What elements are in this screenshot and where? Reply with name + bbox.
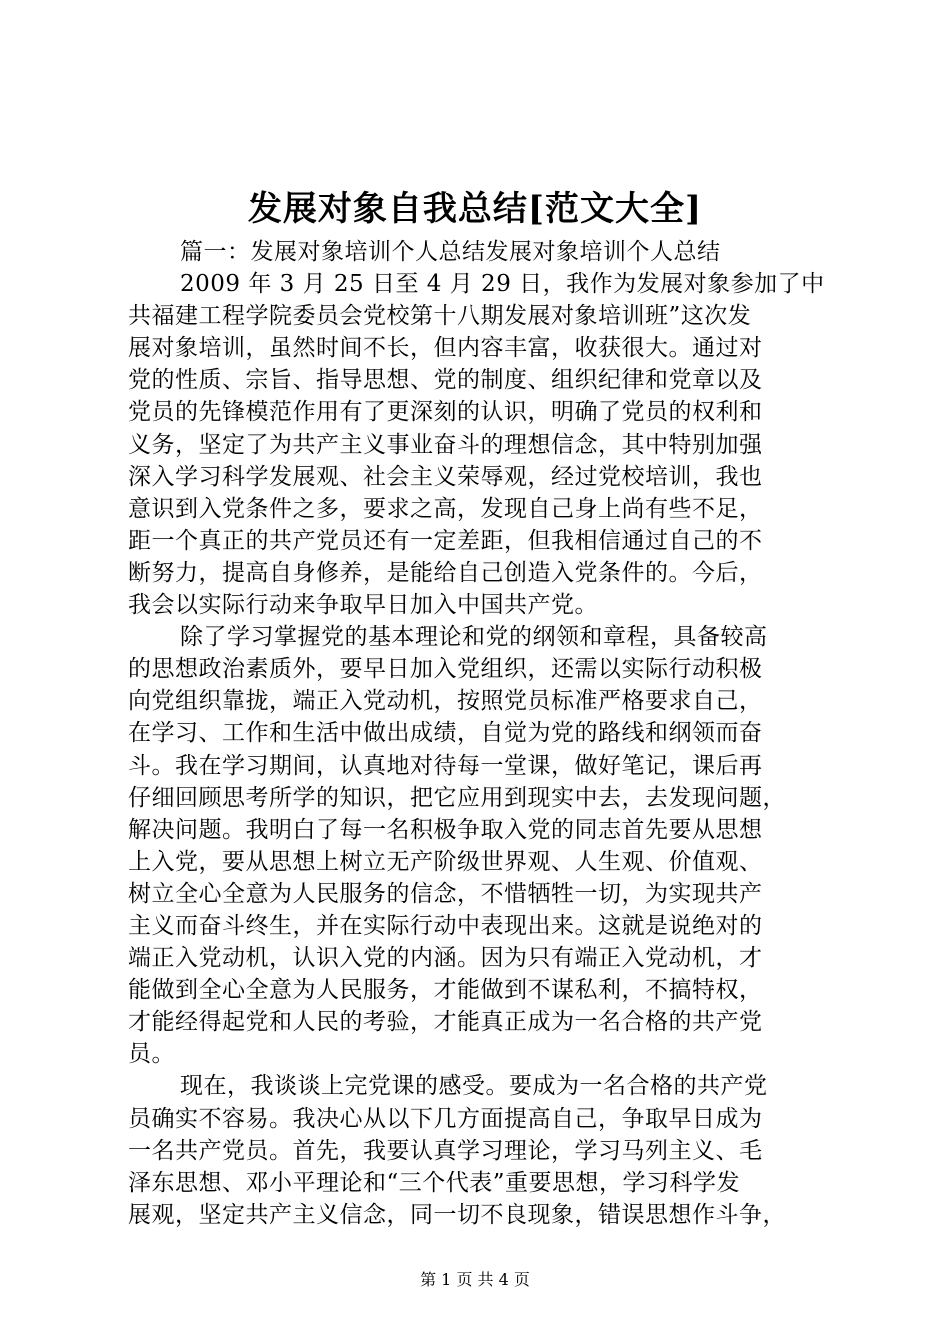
- text-line: 深入学习科学发展观、社会主义荣辱观，经过党校培训，我也: [128, 463, 763, 490]
- text-line: 一名共产党员。首先，我要认真学习理论，学习马列主义、毛: [128, 1137, 763, 1164]
- text-line: 展对象培训，虽然时间不长，但内容丰富，收获很大。通过对: [128, 335, 763, 362]
- text-line: 员。: [128, 1041, 175, 1068]
- text-line: 仔细回顾思考所学的知识，把它应用到现实中去，去发现问题，: [128, 784, 786, 811]
- text-line: 党的性质、宗旨、指导思想、党的制度、组织纪律和党章以及: [128, 367, 763, 394]
- text-line: 在学习、工作和生活中做出成绩，自觉为党的路线和纲领而奋: [128, 720, 763, 747]
- text-line: 意识到入党条件之多，要求之高，发现自己身上尚有些不足，: [128, 495, 763, 522]
- text-line: 员确实不容易。我决心从以下几方面提高自己，争取早日成为: [128, 1105, 763, 1132]
- text-line: 才能经得起党和人民的考验，才能真正成为一名合格的共产党: [128, 1009, 763, 1036]
- text-line: 解决问题。我明白了每一名积极争取入党的同志首先要从思想: [128, 816, 763, 843]
- text-line: 2009 年 3 月 25 日至 4 月 29 日，我作为发展对象参加了中: [180, 271, 825, 298]
- text-line: 共福建工程学院委员会党校第十八期发展对象培训班”这次发: [128, 303, 752, 330]
- page-footer: 第 1 页 共 4 页: [420, 1270, 530, 1289]
- text-line: 的思想政治素质外，要早日加入党组织，还需以实际行动积极: [128, 656, 763, 683]
- text-line: 党员的先锋模范作用有了更深刻的认识，明确了党员的权利和: [128, 399, 763, 426]
- text-line: 篇一：发展对象培训个人总结发展对象培训个人总结: [180, 239, 721, 265]
- text-line: 现在，我谈谈上完党课的感受。要成为一名合格的共产党: [180, 1073, 768, 1100]
- text-line: 除了学习掌握党的基本理论和党的纲领和章程，具备较高: [180, 624, 768, 651]
- text-line: 距一个真正的共产党员还有一定差距，但我相信通过自己的不: [128, 527, 763, 554]
- text-line: 展观，坚定共产主义信念，同一切不良现象，错误思想作斗争，: [128, 1201, 786, 1228]
- text-line: 上入党，要从思想上树立无产阶级世界观、人生观、价值观、: [128, 848, 763, 875]
- text-line: 斗。我在学习期间，认真地对待每一堂课，做好笔记，课后再: [128, 752, 763, 779]
- text-line: 我会以实际行动来争取早日加入中国共产党。: [128, 592, 598, 619]
- text-line: 义务，坚定了为共产主义事业奋斗的理想信念，其中特别加强: [128, 431, 763, 458]
- text-line: 断努力，提高自身修养，是能给自己创造入党条件的。今后，: [128, 559, 763, 586]
- text-line: 向党组织靠拢，端正入党动机，按照党员标准严格要求自己，: [128, 688, 763, 715]
- text-line: 主义而奋斗终生，并在实际行动中表现出来。这就是说绝对的: [128, 912, 763, 939]
- text-line: 泽东思想、邓小平理论和“三个代表”重要思想，学习科学发: [128, 1169, 741, 1196]
- document-title: 发展对象自我总结[范文大全]: [247, 189, 703, 229]
- document-body: [128, 236, 840, 1231]
- text-line: 端正入党动机，认识入党的内涵。因为只有端正入党动机，才: [128, 945, 763, 972]
- text-line: 能做到全心全意为人民服务，才能做到不谋私利，不搞特权，: [128, 977, 763, 1004]
- text-line: 树立全心全意为人民服务的信念，不惜牺牲一切，为实现共产: [128, 880, 763, 907]
